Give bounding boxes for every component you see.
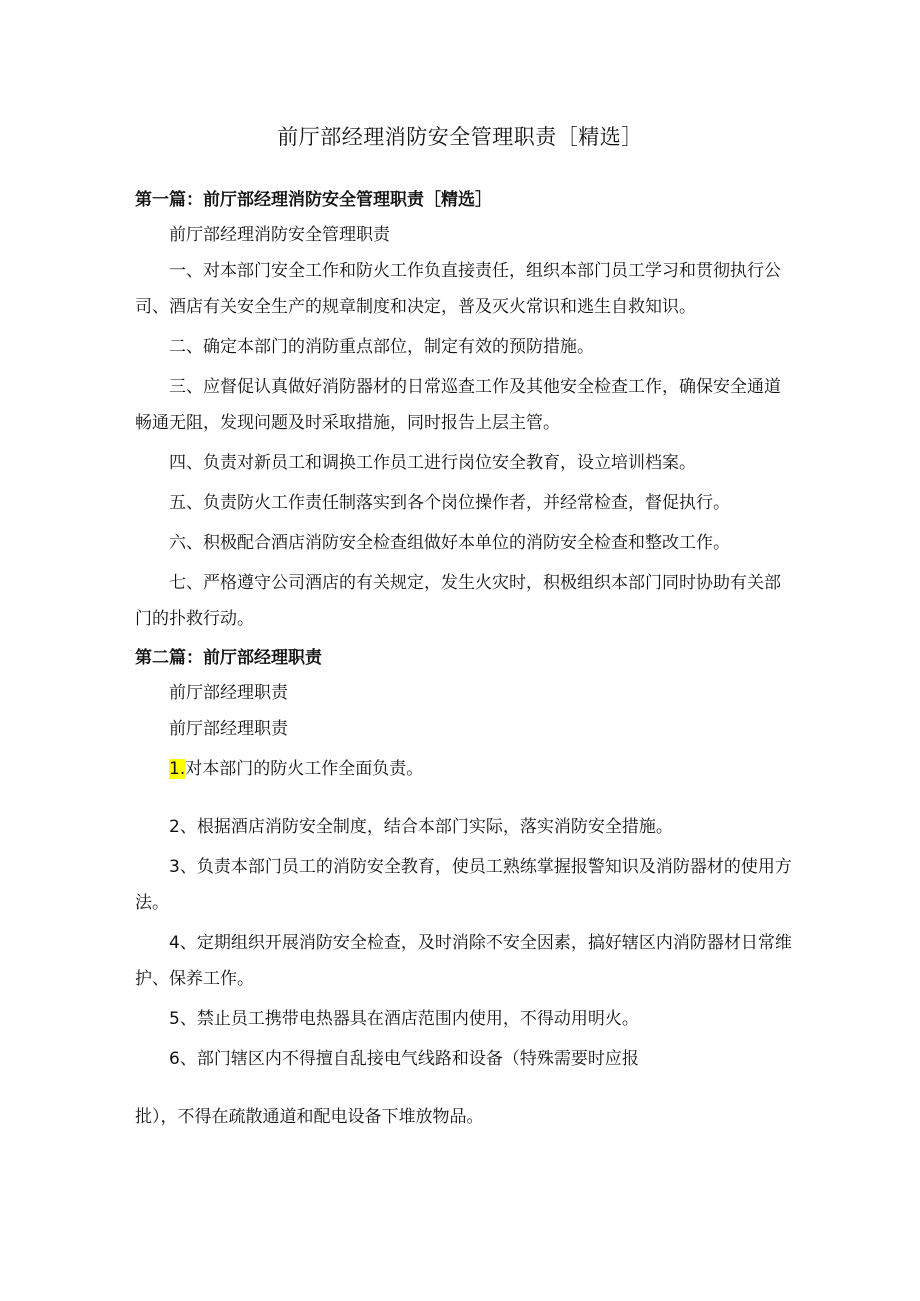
- section-1-item-5: 五、负责防火工作责任制落实到各个岗位操作者，并经常检查，督促执行。: [169, 493, 730, 513]
- section-2-item-5: 5、禁止员工携带电热器具在酒店范围内使用，不得动用明火。: [169, 1009, 639, 1029]
- section-1-item-2: 二、确定本部门的消防重点部位，制定有效的预防措施。: [169, 337, 594, 357]
- section-1-subtitle: 前厅部经理消防安全管理职责: [169, 225, 390, 245]
- section-2-heading: 第二篇：前厅部经理职责: [135, 648, 322, 668]
- section-2-subtitle-2: 前厅部经理职责: [169, 719, 288, 739]
- section-1-heading: 第一篇：前厅部经理消防安全管理职责［精选］: [135, 190, 492, 210]
- highlighted-item-number: 1.: [169, 759, 186, 779]
- section-2-item-1-text: 对本部门的防火工作全面负责。: [185, 759, 424, 779]
- section-1-item-1: 一、对本部门安全工作和防火工作负直接责任，组织本部门员工学习和贯彻执行公司、酒店有关安全生产的规章制度和决定，普及灭火常识和逃生自救知识。: [135, 261, 781, 317]
- section-2-item-6: 6、部门辖区内不得擅自乱接电气线路和设备（特殊需要时应报: [169, 1049, 639, 1069]
- section-1-item-4: 四、负责对新员工和调换工作员工进行岗位安全教育，设立培训档案。: [169, 453, 696, 473]
- document-body: [135, 183, 795, 1135]
- section-2-item-3: 3、负责本部门员工的消防安全教育，使员工熟练掌握报警知识及消防器材的使用方法。: [135, 857, 792, 913]
- section-2-item-6-continued: 批），不得在疏散通道和配电设备下堆放物品。: [135, 1107, 484, 1127]
- section-1-item-3: 三、应督促认真做好消防器材的日常巡查工作及其他安全检查工作，确保安全通道畅通无阻，发现问题及时采取措施，同时报告上层主管。: [135, 377, 781, 433]
- section-2-subtitle-1: 前厅部经理职责: [169, 683, 288, 703]
- section-1-item-7: 七、严格遵守公司酒店的有关规定，发生火灾时，积极组织本部门同时协助有关部门的扑救行动。: [135, 573, 781, 629]
- section-2-item-4: 4、定期组织开展消防安全检查，及时消除不安全因素，搞好辖区内消防器材日常维护、保养工作。: [135, 933, 792, 989]
- document-title: 前厅部经理消防安全管理职责［精选］: [277, 125, 643, 149]
- section-2-item-1: [135, 751, 795, 787]
- section-2-item-2: 2、根据酒店消防安全制度，结合本部门实际，落实消防安全措施。: [169, 817, 673, 837]
- section-1-item-6: 六、积极配合酒店消防安全检查组做好本单位的消防安全检查和整改工作。: [169, 533, 730, 553]
